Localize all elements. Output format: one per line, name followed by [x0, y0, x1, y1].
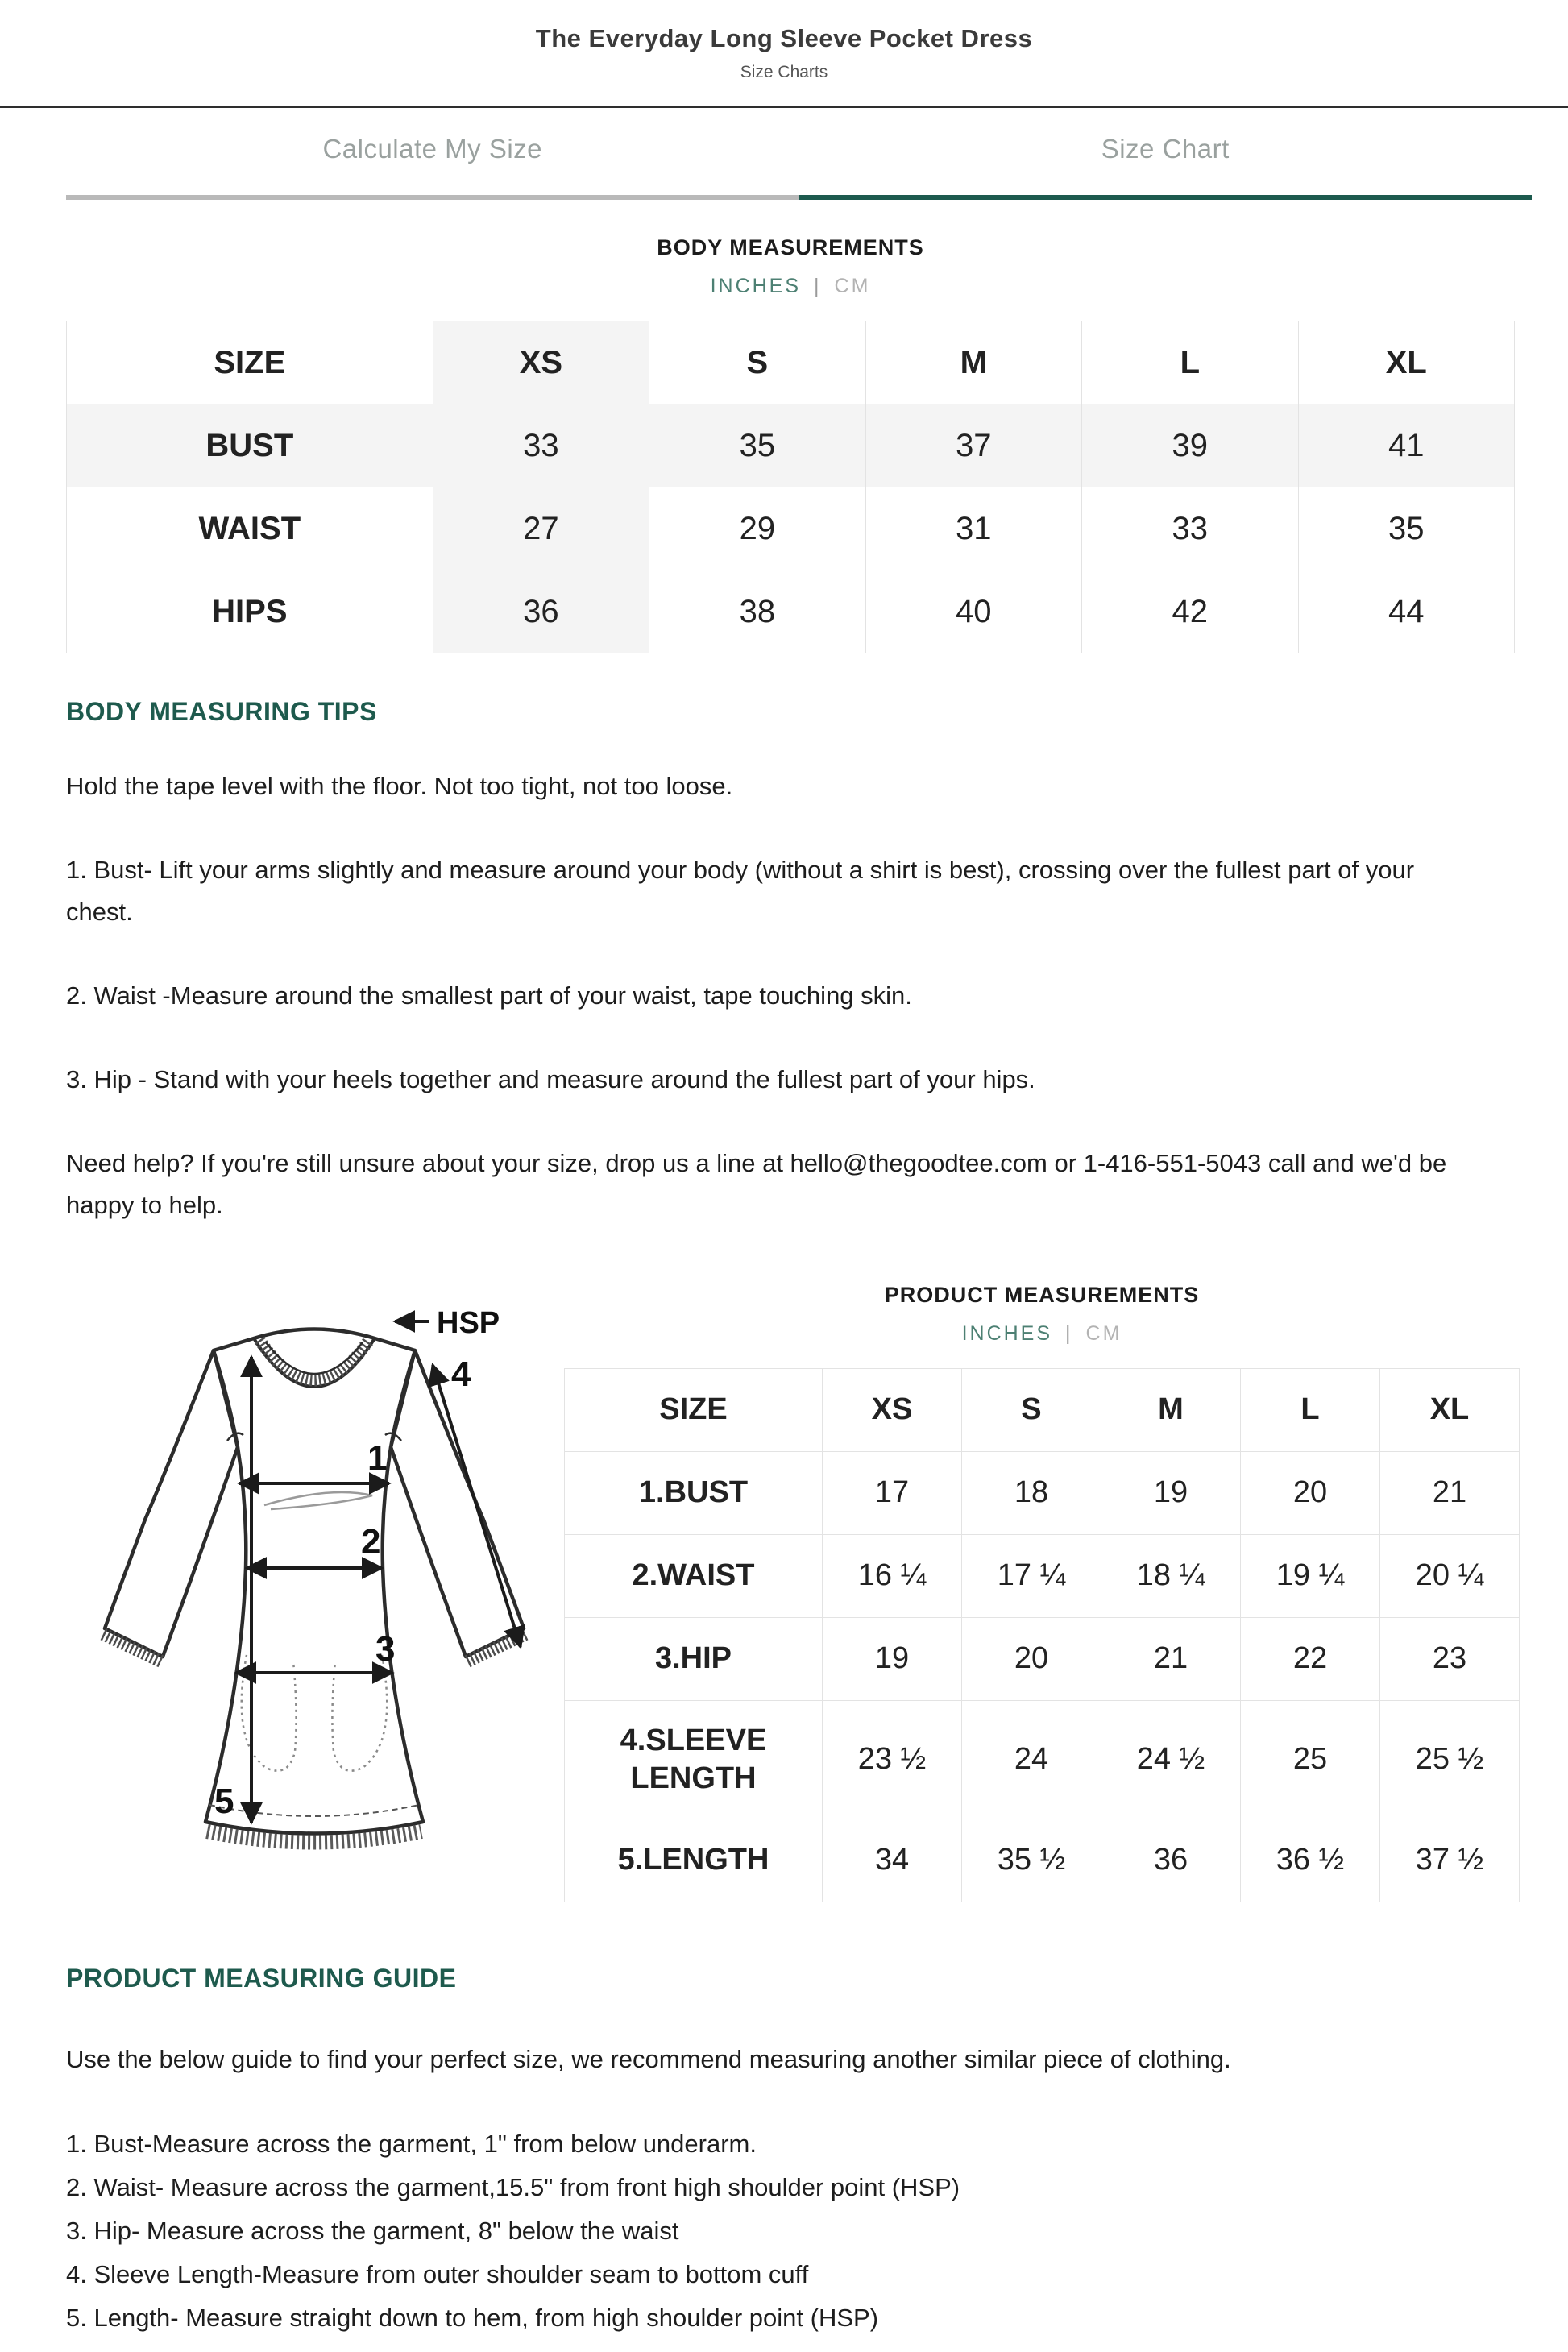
units-separator: | [814, 275, 822, 297]
tip-paragraph: 3. Hip - Stand with your heels together and measure around the fullest part of your hips. [66, 1065, 1035, 1093]
header-cell-l: L [1082, 321, 1298, 404]
tab-calculate-my-size[interactable] [66, 108, 799, 200]
row-label-hips: HIPS [67, 570, 433, 653]
table-row-hips [67, 570, 1515, 653]
row-label-waist: 2.WAIST [565, 1535, 823, 1618]
header-cell-xl: XL [1379, 1369, 1519, 1452]
product-measuring-guide-section [0, 1964, 1568, 2340]
body-measuring-tips-heading: BODY MEASURING TIPS [66, 697, 377, 726]
table-row-bust [67, 404, 1515, 487]
cell-waist-xs: 16 ¼ [822, 1535, 961, 1618]
product-measurements-table [564, 1368, 1520, 1902]
header-cell-size: SIZE [67, 321, 433, 404]
table-row-hip [565, 1618, 1520, 1701]
page-header [0, 0, 1568, 82]
cell-hip-xl: 23 [1379, 1618, 1519, 1701]
cell-waist-xl: 20 ¼ [1379, 1535, 1519, 1618]
tip-paragraph: Hold the tape level with the floor. Not too tight, not too loose. [66, 772, 733, 800]
tab-bar [66, 108, 1532, 200]
units-cm-toggle[interactable]: CM [834, 275, 871, 297]
tip-paragraph: Need help? If you're still unsure about your size, drop us a line at hello@thegoodtee.com or 1-416-551-5043 call and we'd be happy to help. [66, 1149, 1447, 1219]
guide-item: 3. Hip- Measure across the garment, 8" below the waist [66, 2217, 679, 2245]
guide-item: 4. Sleeve Length-Measure from outer shoulder seam to bottom cuff [66, 2260, 809, 2288]
cell-sleeve-s: 24 [961, 1701, 1101, 1819]
header-cell-l: L [1240, 1369, 1379, 1452]
cell-bust-l: 20 [1240, 1452, 1379, 1535]
dress-right-sleeve [391, 1350, 524, 1657]
cell-bust-s: 18 [961, 1452, 1101, 1535]
cell-sleeve-xs: 23 ½ [822, 1701, 961, 1819]
bust-label: 1 [367, 1438, 388, 1478]
body-measurements-table [66, 321, 1515, 653]
dress-left-sleeve [105, 1350, 238, 1657]
tip-paragraph: 2. Waist -Measure around the smallest part of your waist, tape touching skin. [66, 981, 912, 1010]
cell-sleeve-xl: 25 ½ [1379, 1701, 1519, 1819]
page-subtitle: Size Charts [740, 63, 828, 81]
hsp-label: HSP [437, 1306, 500, 1340]
product-measurements-section [73, 1270, 1520, 1902]
cell-waist-l: 19 ¼ [1240, 1535, 1379, 1618]
product-measurements-title: PRODUCT MEASUREMENTS [884, 1283, 1200, 1307]
row-label-length: 5.LENGTH [565, 1819, 823, 1902]
guide-intro: Use the below guide to find your perfect size, we recommend measuring another similar piece of clothing. [66, 2045, 1231, 2073]
cell-bust-m: 37 [865, 404, 1081, 487]
guide-item: 2. Waist- Measure across the garment,15.5" from front high shoulder point (HSP) [66, 2173, 960, 2201]
table-header-row [67, 321, 1515, 404]
cell-sleeve-l: 25 [1240, 1701, 1379, 1819]
cell-waist-m: 31 [865, 487, 1081, 570]
cell-bust-xl: 41 [1298, 404, 1514, 487]
cell-length-xl: 37 ½ [1379, 1819, 1519, 1902]
tab-label: Size Chart [1101, 134, 1230, 164]
cell-waist-l: 33 [1082, 487, 1298, 570]
cell-bust-xs: 17 [822, 1452, 961, 1535]
cell-bust-s: 35 [649, 404, 865, 487]
row-label-sleeve-length: 4.SLEEVE LENGTH [565, 1701, 823, 1819]
cell-waist-m: 18 ¼ [1101, 1535, 1240, 1618]
table-row-waist [67, 487, 1515, 570]
cell-hips-l: 42 [1082, 570, 1298, 653]
cell-length-s: 35 ½ [961, 1819, 1101, 1902]
units-toggle [564, 1322, 1520, 1346]
hip-label: 3 [375, 1629, 396, 1669]
units-inches-toggle[interactable]: INCHES [710, 275, 802, 297]
waist-label: 2 [361, 1522, 381, 1562]
header-cell-m: M [865, 321, 1081, 404]
cell-sleeve-m: 24 ½ [1101, 1701, 1240, 1819]
units-cm-toggle[interactable]: CM [1085, 1322, 1122, 1345]
cell-hip-xs: 19 [822, 1618, 961, 1701]
body-measurements-section [66, 235, 1515, 653]
cell-waist-s: 29 [649, 487, 865, 570]
cell-hip-l: 22 [1240, 1618, 1379, 1701]
table-row-length [565, 1819, 1520, 1902]
body-measuring-tips-section [0, 697, 1568, 1226]
table-header-row [565, 1369, 1520, 1452]
cell-hips-xl: 44 [1298, 570, 1514, 653]
cell-bust-xs: 33 [433, 404, 649, 487]
cell-bust-m: 19 [1101, 1452, 1240, 1535]
header-cell-size: SIZE [565, 1369, 823, 1452]
header-cell-s: S [961, 1369, 1101, 1452]
table-row-sleeve-length [565, 1701, 1520, 1819]
header-cell-xs: XS [433, 321, 649, 404]
header-cell-xs: XS [822, 1369, 961, 1452]
cell-length-xs: 34 [822, 1819, 961, 1902]
row-label-bust: BUST [67, 404, 433, 487]
guide-item: 5. Length- Measure straight down to hem, from high shoulder point (HSP) [66, 2304, 879, 2332]
cell-waist-s: 17 ¼ [961, 1535, 1101, 1618]
units-separator: | [1065, 1322, 1073, 1345]
cell-length-m: 36 [1101, 1819, 1240, 1902]
dress-diagram [73, 1270, 556, 1902]
cell-hip-m: 21 [1101, 1618, 1240, 1701]
cell-length-l: 36 ½ [1240, 1819, 1379, 1902]
product-measurements-panel [564, 1270, 1520, 1902]
cell-hip-s: 20 [961, 1618, 1101, 1701]
units-inches-toggle[interactable]: INCHES [961, 1322, 1053, 1345]
table-row-bust [565, 1452, 1520, 1535]
dress-measurement-illustration [73, 1270, 556, 1882]
row-label-waist: WAIST [67, 487, 433, 570]
row-label-hip: 3.HIP [565, 1618, 823, 1701]
header-cell-xl: XL [1298, 321, 1514, 404]
sleeve-label: 4 [451, 1354, 471, 1394]
body-measurements-title: BODY MEASUREMENTS [657, 235, 924, 259]
cell-hips-s: 38 [649, 570, 865, 653]
header-cell-m: M [1101, 1369, 1240, 1452]
guide-item: 1. Bust-Measure across the garment, 1" from below underarm. [66, 2130, 757, 2158]
units-toggle [66, 275, 1515, 298]
cell-bust-l: 39 [1082, 404, 1298, 487]
cell-hips-xs: 36 [433, 570, 649, 653]
cell-bust-xl: 21 [1379, 1452, 1519, 1535]
cell-hips-m: 40 [865, 570, 1081, 653]
tab-label: Calculate My Size [322, 134, 543, 164]
dress-body [205, 1329, 423, 1834]
header-cell-s: S [649, 321, 865, 404]
row-label-bust: 1.BUST [565, 1452, 823, 1535]
page-title: The Everyday Long Sleeve Pocket Dress [535, 24, 1033, 52]
tip-paragraph: 1. Bust- Lift your arms slightly and measure around your body (without a shirt is best), crossing over the fullest part of your chest. [66, 856, 1415, 926]
tab-size-chart[interactable] [799, 108, 1533, 200]
cell-waist-xl: 35 [1298, 487, 1514, 570]
length-label: 5 [214, 1782, 234, 1821]
table-row-waist [565, 1535, 1520, 1618]
cell-waist-xs: 27 [433, 487, 649, 570]
product-measuring-guide-heading: PRODUCT MEASURING GUIDE [66, 1964, 457, 1993]
